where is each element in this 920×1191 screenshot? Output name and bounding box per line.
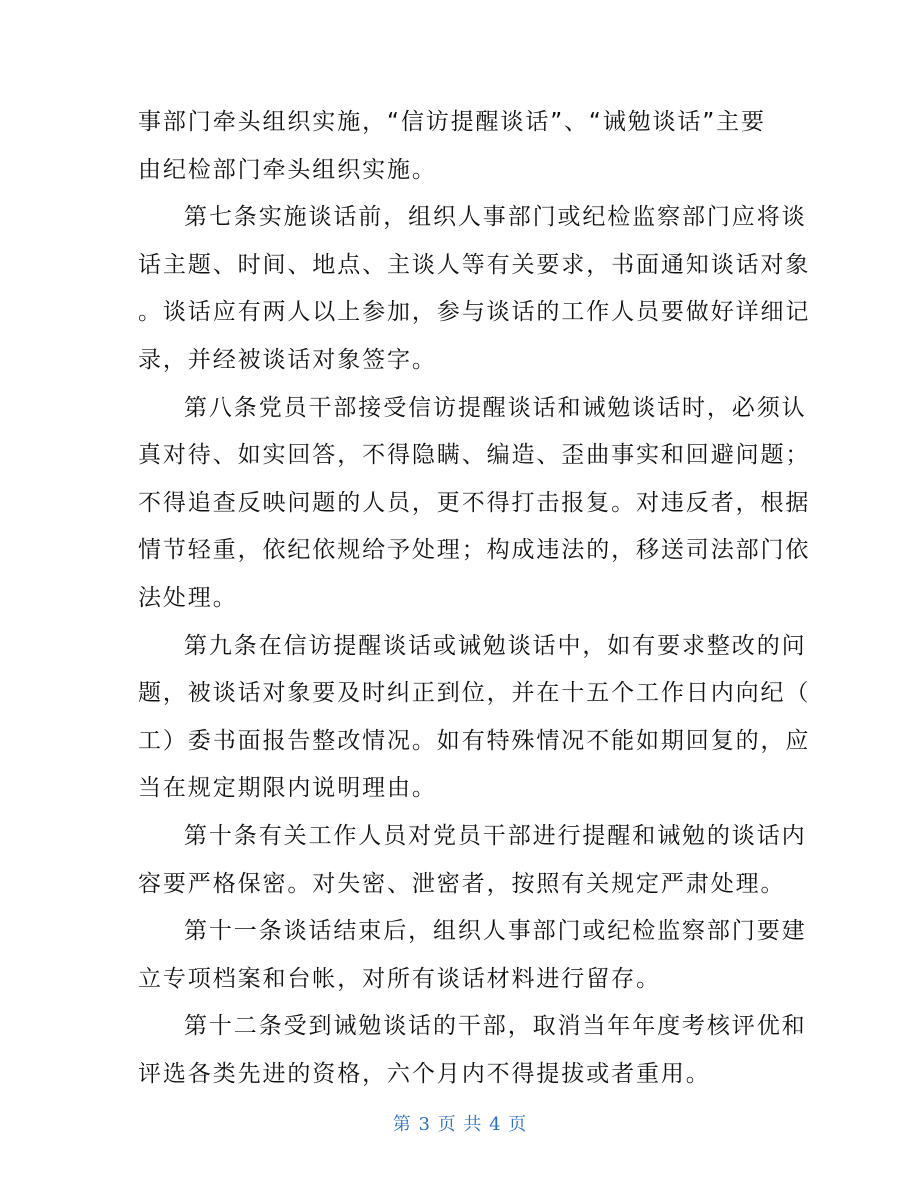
text-line: 当在规定期限内说明理由。 xyxy=(138,775,437,802)
text-line: 录，并经被谈话对象签字。 xyxy=(138,346,437,373)
text-line: 话主题、时间、地点、主谈人等有关要求，书面通知谈话对象 xyxy=(138,251,811,278)
text-line: 题，被谈话对象要及时纠正到位，并在十五个工作日内向纪（ xyxy=(138,680,811,707)
article-11-line: 第十一条谈话结束后，组织人事部门或纪检监察部门要建 xyxy=(184,918,807,945)
text-line: 。谈话应有两人以上参加，参与谈话的工作人员要做好详细记 xyxy=(138,299,811,326)
text-line: 真对待、如实回答，不得隐瞒、编造、歪曲事实和回避问题； xyxy=(138,442,811,469)
page-number-footer: 第 3 页 共 4 页 xyxy=(392,1114,528,1135)
article-9-line: 第九条在信访提醒谈话或诫勉谈话中，如有要求整改的问 xyxy=(184,632,807,659)
text-line: 工）委书面报告整改情况。如有特殊情况不能如期回复的，应 xyxy=(138,727,811,754)
text-line: 评选各类先进的资格，六个月内不得提拔或者重用。 xyxy=(138,1060,711,1087)
text-line: 由纪检部门牵头组织实施。 xyxy=(138,156,437,183)
article-7-line: 第七条实施谈话前，组织人事部门或纪检监察部门应将谈 xyxy=(184,204,807,231)
article-12-line: 第十二条受到诫勉谈话的干部，取消当年年度考核评优和 xyxy=(184,1013,807,1040)
text-line: 法处理。 xyxy=(138,584,238,611)
article-10-line: 第十条有关工作人员对党员干部进行提醒和诫勉的谈话内 xyxy=(184,822,807,849)
text-line: 容要严格保密。对失密、泄密者，按照有关规定严肃处理。 xyxy=(138,870,786,897)
text-line: 立专项档案和台帐，对所有谈话材料进行留存。 xyxy=(138,965,661,992)
text-line: 不得追查反映问题的人员，更不得打击报复。对违反者，根据 xyxy=(138,489,811,516)
article-8-line: 第八条党员干部接受信访提醒谈话和诫勉谈话时，必须认 xyxy=(184,394,807,421)
text-line: 情节轻重，依纪依规给予处理；构成违法的，移送司法部门依 xyxy=(138,537,811,564)
text-line: 事部门牵头组织实施，“信访提醒谈话”、“诫勉谈话”主要 xyxy=(138,109,766,135)
document-body xyxy=(138,99,811,1098)
